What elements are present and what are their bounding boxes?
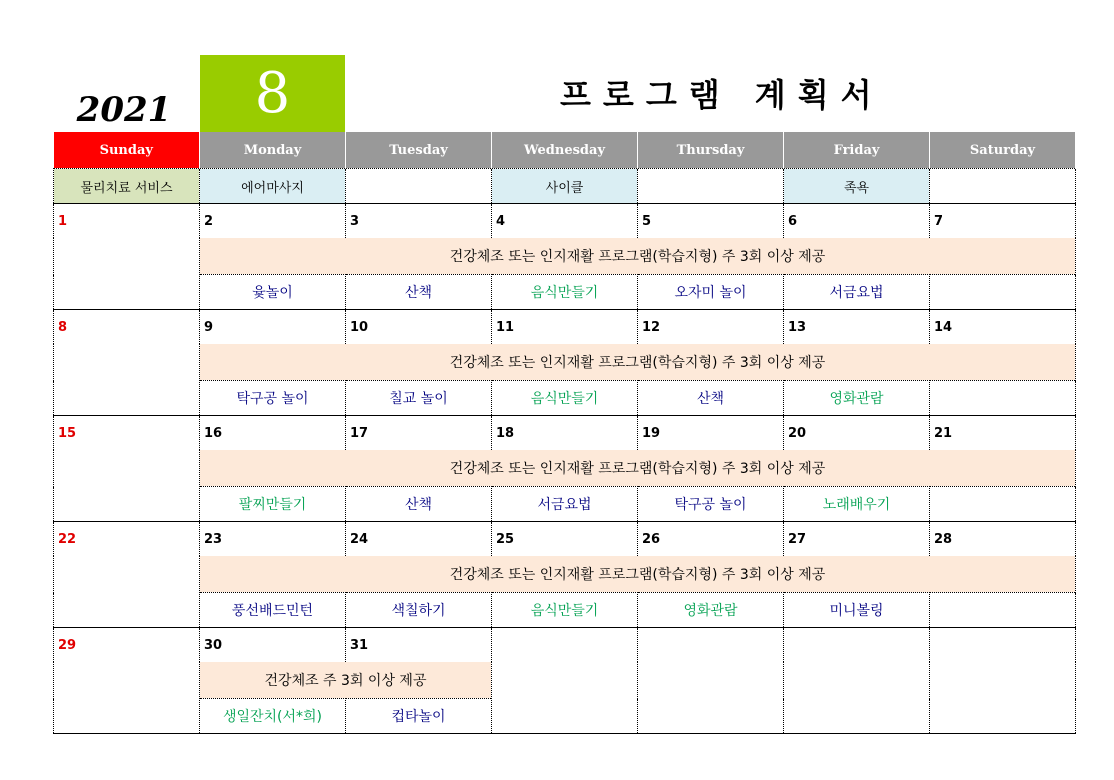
activity-row <box>54 381 1076 416</box>
activity-cell: 풍선배드민턴 <box>200 593 346 628</box>
date-cell: 19 <box>638 416 784 451</box>
date-cell: 2 <box>200 204 346 239</box>
weekday-header-friday: Friday <box>784 132 930 169</box>
date-cell: 15 <box>54 416 200 522</box>
activity-cell <box>930 381 1076 416</box>
activity-cell: 영화관람 <box>784 381 930 416</box>
date-cell: 5 <box>638 204 784 239</box>
activity-cell: 오자미 놀이 <box>638 275 784 310</box>
activity-cell: 컵타놀이 <box>346 699 492 734</box>
date-cell: 12 <box>638 310 784 345</box>
year-label: 2021 <box>76 90 172 130</box>
empty-date-cell <box>638 628 784 734</box>
date-cell: 3 <box>346 204 492 239</box>
week-dates-row <box>54 310 1076 345</box>
program-cell: 건강체조 또는 인지재활 프로그램(학습지형) 주 3회 이상 제공 <box>200 238 1076 275</box>
date-cell: 10 <box>346 310 492 345</box>
month-number: 8 <box>200 55 345 132</box>
activity-cell <box>930 275 1076 310</box>
activity-cell: 칠교 놀이 <box>346 381 492 416</box>
weekday-header-row <box>54 132 1076 169</box>
week-dates-row <box>54 204 1076 239</box>
date-cell: 31 <box>346 628 492 663</box>
service-cell <box>930 169 1076 204</box>
empty-date-cell <box>784 628 930 734</box>
date-cell: 30 <box>200 628 346 663</box>
service-cell <box>638 169 784 204</box>
date-cell: 9 <box>200 310 346 345</box>
empty-date-cell <box>930 628 1076 734</box>
week-dates-row <box>54 416 1076 451</box>
weekday-header-wednesday: Wednesday <box>492 132 638 169</box>
program-cell: 건강체조 주 3회 이상 제공 <box>200 662 492 699</box>
activity-cell: 팔찌만들기 <box>200 487 346 522</box>
date-cell: 27 <box>784 522 930 557</box>
activity-row <box>54 487 1076 522</box>
program-row <box>54 344 1076 381</box>
activity-cell: 음식만들기 <box>492 275 638 310</box>
activity-cell: 음식만들기 <box>492 381 638 416</box>
activity-row <box>54 275 1076 310</box>
activity-cell: 서금요법 <box>784 275 930 310</box>
program-row <box>54 238 1076 275</box>
activity-cell <box>930 593 1076 628</box>
date-cell: 23 <box>200 522 346 557</box>
date-cell: 4 <box>492 204 638 239</box>
activity-cell: 영화관람 <box>638 593 784 628</box>
program-cell: 건강체조 또는 인지재활 프로그램(학습지형) 주 3회 이상 제공 <box>200 450 1076 487</box>
program-row <box>54 556 1076 593</box>
activity-cell: 탁구공 놀이 <box>200 381 346 416</box>
date-cell: 28 <box>930 522 1076 557</box>
service-cell: 사이클 <box>492 169 638 204</box>
date-cell: 18 <box>492 416 638 451</box>
date-cell: 13 <box>784 310 930 345</box>
date-cell: 24 <box>346 522 492 557</box>
date-cell: 29 <box>54 628 200 734</box>
date-cell: 7 <box>930 204 1076 239</box>
weekday-header-monday: Monday <box>200 132 346 169</box>
weekday-header-saturday: Saturday <box>930 132 1076 169</box>
service-row <box>54 169 1076 204</box>
activity-cell: 산책 <box>346 487 492 522</box>
date-cell: 1 <box>54 204 200 310</box>
date-cell: 25 <box>492 522 638 557</box>
activity-cell: 색칠하기 <box>346 593 492 628</box>
activity-row <box>54 593 1076 628</box>
date-cell: 17 <box>346 416 492 451</box>
empty-date-cell <box>492 628 638 734</box>
date-cell: 21 <box>930 416 1076 451</box>
activity-cell: 산책 <box>346 275 492 310</box>
date-cell: 6 <box>784 204 930 239</box>
activity-cell: 서금요법 <box>492 487 638 522</box>
week-dates-row <box>54 628 1076 663</box>
service-cell <box>346 169 492 204</box>
activity-cell: 미니볼링 <box>784 593 930 628</box>
service-cell: 족욕 <box>784 169 930 204</box>
date-cell: 14 <box>930 310 1076 345</box>
program-cell: 건강체조 또는 인지재활 프로그램(학습지형) 주 3회 이상 제공 <box>200 556 1076 593</box>
program-cell: 건강체조 또는 인지재활 프로그램(학습지형) 주 3회 이상 제공 <box>200 344 1076 381</box>
calendar-table <box>53 132 1076 734</box>
activity-cell: 음식만들기 <box>492 593 638 628</box>
weekday-header-thursday: Thursday <box>638 132 784 169</box>
date-cell: 11 <box>492 310 638 345</box>
activity-cell <box>930 487 1076 522</box>
date-cell: 26 <box>638 522 784 557</box>
program-row <box>54 450 1076 487</box>
service-cell: 물리치료 서비스 <box>54 169 200 204</box>
date-cell: 16 <box>200 416 346 451</box>
page-title: 프로그램 계획서 <box>560 76 884 114</box>
week-dates-row <box>54 522 1076 557</box>
service-cell: 에어마사지 <box>200 169 346 204</box>
date-cell: 22 <box>54 522 200 628</box>
date-cell: 20 <box>784 416 930 451</box>
activity-cell: 탁구공 놀이 <box>638 487 784 522</box>
weekday-header-tuesday: Tuesday <box>346 132 492 169</box>
activity-cell: 생일잔치(서*희) <box>200 699 346 734</box>
activity-cell: 산책 <box>638 381 784 416</box>
activity-cell: 윷놀이 <box>200 275 346 310</box>
date-cell: 8 <box>54 310 200 416</box>
activity-cell: 노래배우기 <box>784 487 930 522</box>
weekday-header-sunday: Sunday <box>54 132 200 169</box>
